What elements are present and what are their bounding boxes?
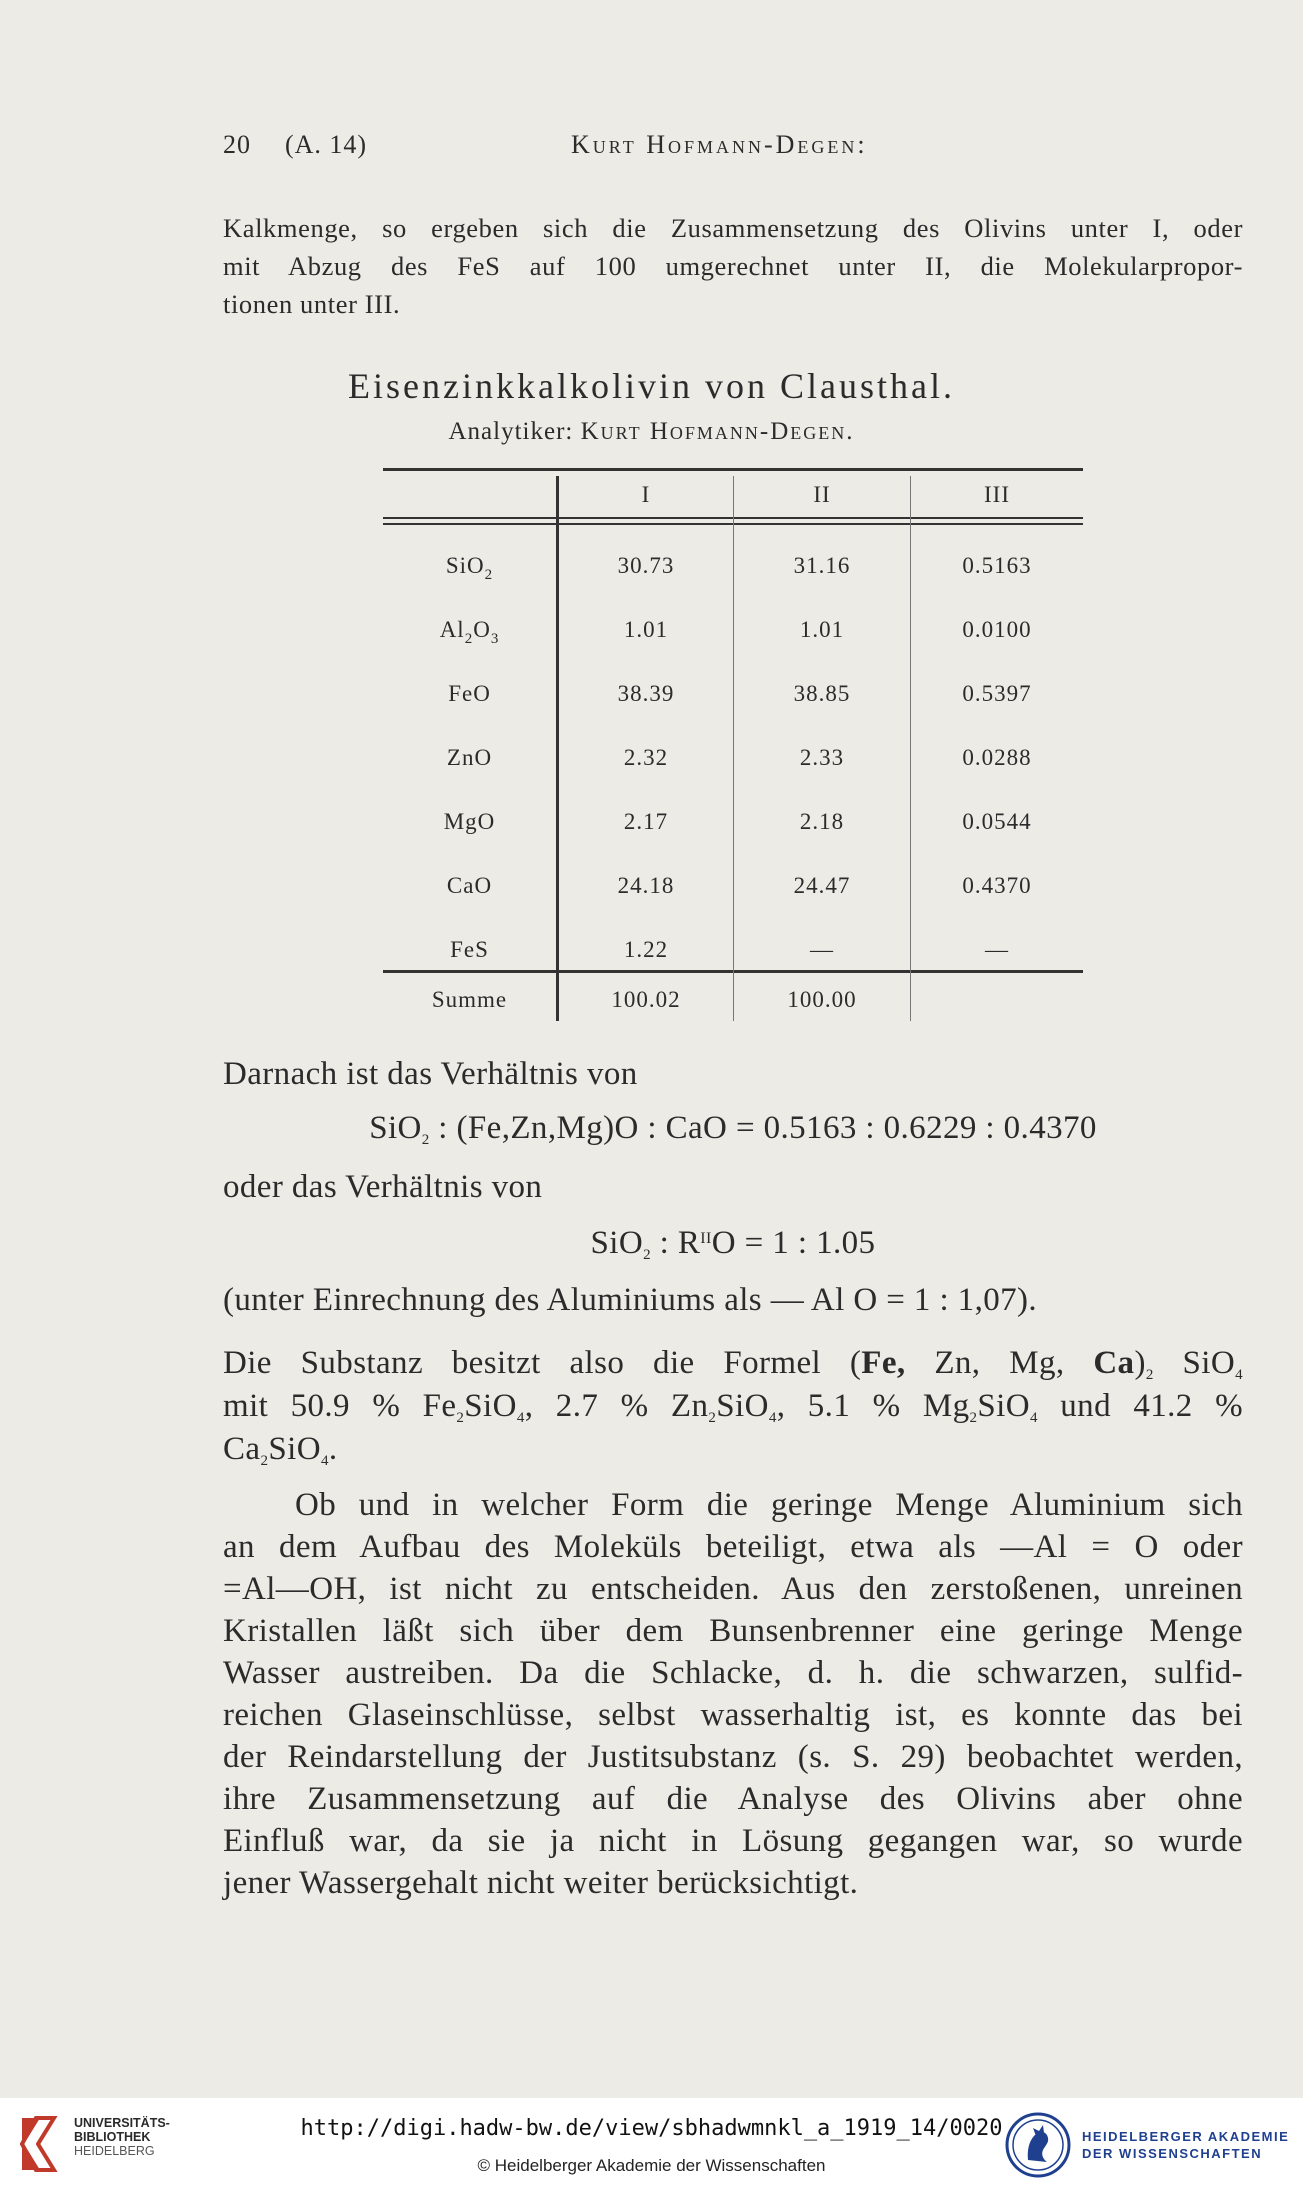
cell-value: 31.16 [793,553,851,578]
ratio-equation: SiO$_2$ : (Fe,Zn,Mg)O : CaO = 0.5163 : 0.6229 : 0.4370 [369,1110,1097,1148]
cell-value: 30.73 [617,553,675,578]
academy-name: HEIDELBERGER AKADEMIE DER WISSENSCHAFTEN [1082,2129,1290,2161]
row-label: FeO [448,681,491,706]
row-label: MgO [443,809,496,834]
para-line: der Reindarstellung der Justitsubstanz (s. S. 29) beobachtet werden, [223,1739,1243,1775]
intro-paragraph [223,209,1243,323]
sum-label: Summe [431,987,508,1012]
sum-value: 100.00 [787,987,857,1012]
intro-line: Kalkmenge, so ergeben sich die Zusammensetzung des Olivins unter I, oder [223,213,1243,243]
formula-line: mit 50.9 % $Fe_2SiO_4$, 2.7 % $Zn_2SiO_4$, 5.1 % $Mg_2SiO_4$ und 41.2 % [223,1388,1243,1426]
formula-line: Die Substanz besitzt also die Formel (Fe, Zn, Mg, $Ca)_2$ SiO$_4$ [223,1345,1244,1383]
cell-value: 2.18 [799,809,845,834]
cell-value: — [985,937,1009,962]
para-line: jener Wassergehalt nicht weiter berücksichtigt. [223,1865,859,1901]
page-number: 20 [223,130,251,159]
ratio-equation: SiO$_2$ : $R^{II}O = 1$ : 1.05 [590,1225,876,1263]
copyright-notice: © Heidelberger Akademie der Wissenschaften [477,2156,826,2175]
university-library-name: UNIVERSITÄTS- BIBLIOTHEK HEIDELBERG [74,2116,170,2158]
cell-value: 2.33 [799,745,845,770]
text-line: (unter Einrechnung des Aluminiums als — Al O = 1 : 1,07). [223,1282,1038,1318]
academy-seal-icon[interactable] [1003,2110,1073,2185]
analysis-table [383,468,1083,1028]
table-top-rule [383,468,1083,471]
col-header: I [641,482,651,507]
cell-value: 0.5163 [962,553,1032,578]
text-line: Darnach ist das Verhältnis von [223,1056,638,1092]
cell-value: 0.0100 [962,617,1032,642]
cell-value: 0.0288 [962,745,1032,770]
para-line: reichen Glaseinschlüsse, selbst wasserhaltig ist, es konnte das bei [223,1697,1243,1733]
row-label: $Al_2O_3$ [439,617,500,647]
cell-value: 1.01 [623,617,669,642]
intro-line: mit Abzug des FeS auf 100 umgerechnet unter II, die Molekularpropor- [223,251,1243,281]
section-ref: (A. 14) [285,130,368,159]
para-line: Kristallen läßt sich über dem Bunsenbrenner eine geringe Menge [223,1613,1243,1649]
para-line: =Al—OH, ist nicht zu entscheiden. Aus den zerstoßenen, unreinen [223,1571,1243,1607]
footer-bar [0,2098,1303,2193]
header-author: Kurt Hofmann-Degen: [571,130,868,159]
para-line: Wasser austreiben. Da die Schlacke, d. h. die schwarzen, sulfid- [223,1655,1243,1691]
cell-value: 1.01 [799,617,845,642]
intro-line: tionen unter III. [223,289,401,319]
cell-value: 0.0544 [962,809,1032,834]
analyst-name: Kurt Hofmann-Degen. [580,418,855,445]
formula-line: $Ca_2SiO_4$. [223,1431,338,1469]
cell-value: 2.17 [623,809,669,834]
row-label: FeS [450,937,489,962]
sum-value: 100.02 [611,987,681,1012]
para-line: ihre Zusammensetzung auf die Analyse des Olivins aber ohne [223,1781,1243,1817]
analyst-label: Analytiker: [448,418,574,445]
cell-value: 24.47 [793,873,851,898]
row-label: ZnO [446,745,493,770]
analyst-line [0,418,1303,446]
cell-value: 24.18 [617,873,675,898]
cell-value: 2.32 [623,745,669,770]
cell-value: 0.4370 [962,873,1032,898]
cell-value: — [810,937,834,962]
col-header: III [984,482,1010,507]
col-header: II [813,482,831,507]
cell-value: 1.22 [623,937,669,962]
source-url-link[interactable]: http://digi.hadw-bw.de/view/sbhadwmnkl_a_1919_14/0020 [300,2116,1003,2141]
para-line: Ob und in welcher Form die geringe Menge Aluminium sich [295,1487,1243,1523]
table-title: Eisenzinkkalkolivin von Clausthal. [348,366,955,406]
row-label: CaO [446,873,493,898]
text-line: oder das Verhältnis von [223,1169,543,1205]
cell-value: 38.85 [793,681,851,706]
row-label: SiO$_2$ [445,553,494,583]
para-line: Einfluß war, da sie ja nicht in Lösung gegangen war, so wurde [223,1823,1243,1859]
para-line: an dem Aufbau des Moleküls beteiligt, etwa als —Al = O oder [223,1529,1243,1565]
cell-value: 0.5397 [962,681,1032,706]
cell-value: 38.39 [617,681,675,706]
